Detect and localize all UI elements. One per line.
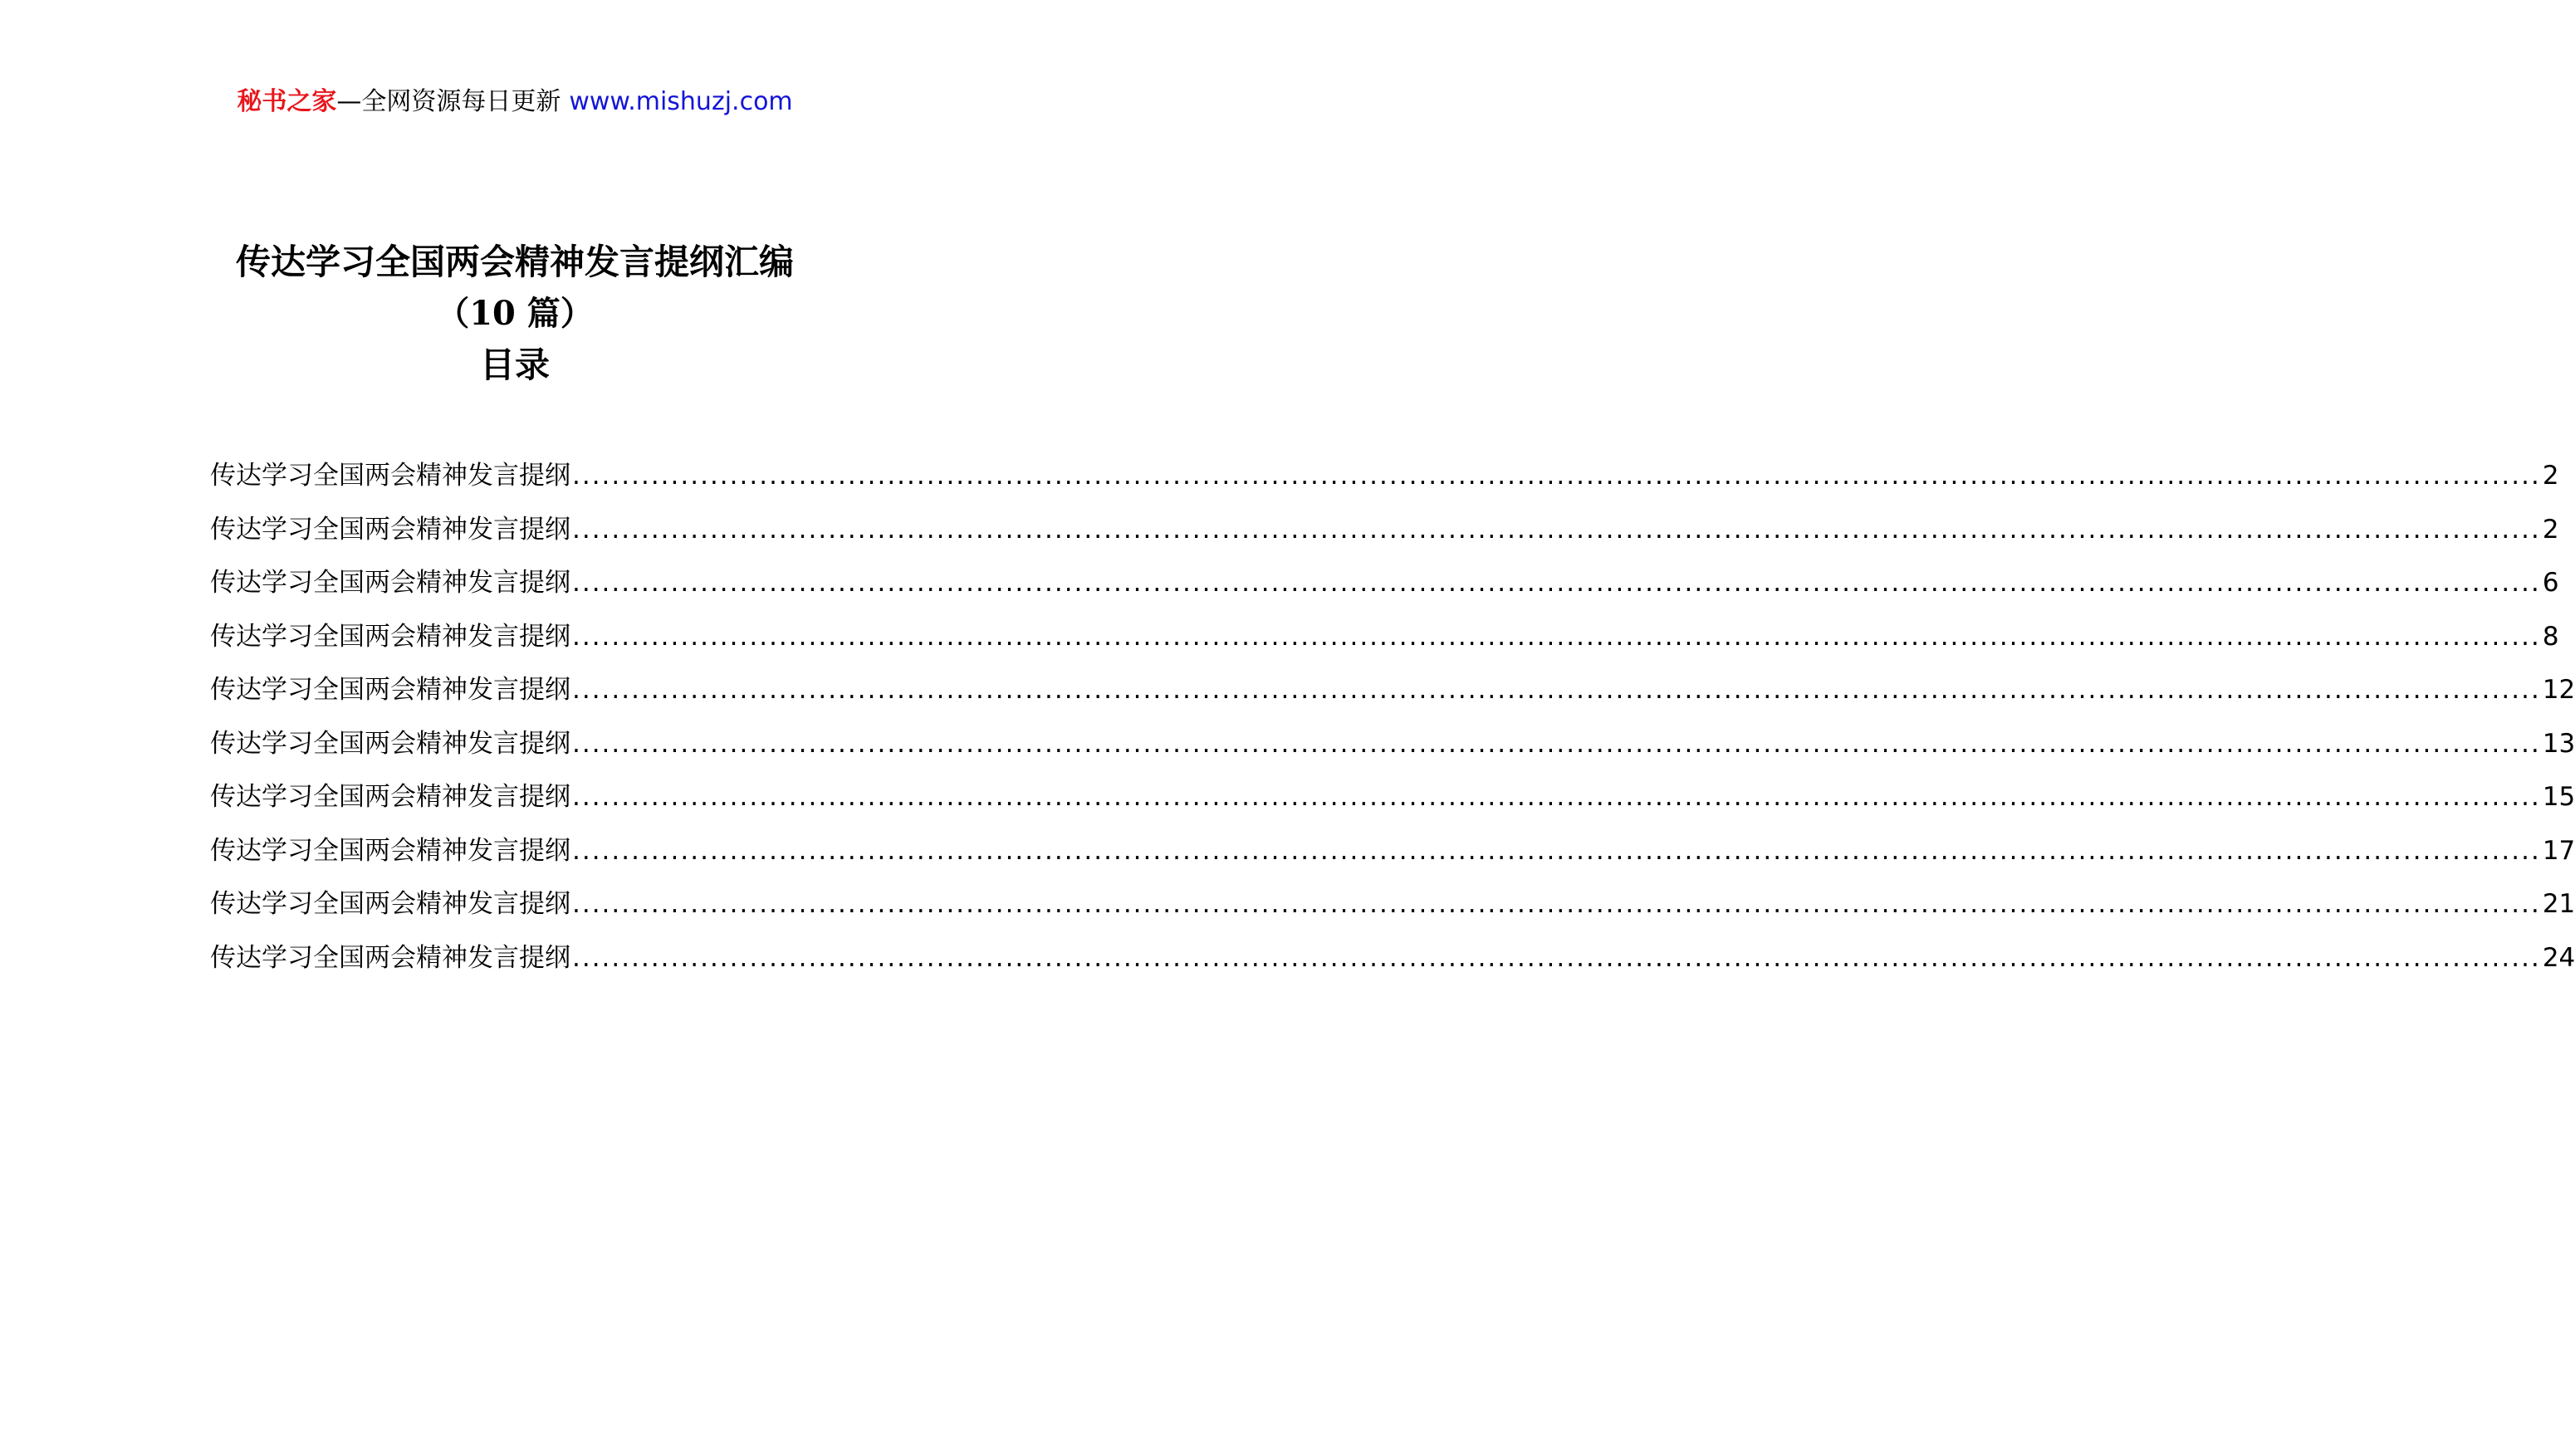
toc-entry-title: 传达学习全国两会精神发言提纲 — [210, 942, 570, 973]
toc-entry[interactable] — [210, 566, 2559, 620]
toc-entry-title: 传达学习全国两会精神发言提纲 — [210, 728, 570, 759]
document-subtitle: （10 篇） — [436, 294, 594, 333]
site-slogan: —全网资源每日更新 — [336, 87, 561, 116]
toc-dot-leader: ........................................................................................................................................................................................................ — [572, 514, 2541, 545]
table-of-contents — [210, 459, 2575, 994]
toc-dot-leader: ........................................................................................................................................................................................................ — [572, 782, 2541, 812]
toc-entry[interactable] — [210, 941, 2575, 995]
site-header — [0, 83, 1030, 121]
site-url-link[interactable]: www.mishuzj.com — [569, 87, 793, 116]
toc-entry[interactable] — [210, 727, 2575, 781]
toc-dot-leader: ........................................................................................................................................................................................................ — [572, 942, 2541, 973]
toc-entry[interactable] — [210, 780, 2575, 834]
toc-dot-leader: ........................................................................................................................................................................................................ — [572, 728, 2541, 759]
toc-entry[interactable] — [210, 459, 2559, 513]
toc-entry-page-number: 6 — [2542, 568, 2559, 598]
toc-entry[interactable] — [210, 620, 2559, 674]
toc-heading: 目录 — [479, 344, 550, 385]
site-brand: 秘书之家 — [237, 87, 337, 116]
toc-entry-title: 传达学习全国两会精神发言提纲 — [210, 835, 570, 866]
toc-entry-page-number: 2 — [2542, 514, 2559, 545]
toc-entry-page-number: 13 — [2542, 728, 2575, 759]
toc-dot-leader: ........................................................................................................................................................................................................ — [572, 675, 2541, 705]
toc-dot-leader: ........................................................................................................................................................................................................ — [572, 461, 2541, 491]
toc-entry-page-number: 2 — [2542, 461, 2559, 491]
toc-entry-page-number: 8 — [2542, 621, 2559, 652]
toc-entry[interactable] — [210, 834, 2575, 888]
toc-dot-leader: ........................................................................................................................................................................................................ — [572, 568, 2541, 598]
toc-entry-title: 传达学习全国两会精神发言提纲 — [210, 461, 570, 491]
toc-entry-title: 传达学习全国两会精神发言提纲 — [210, 782, 570, 812]
toc-entry-title: 传达学习全国两会精神发言提纲 — [210, 675, 570, 705]
toc-entry-page-number: 24 — [2542, 942, 2575, 973]
title-block — [0, 237, 1030, 391]
toc-entry-page-number: 17 — [2542, 835, 2575, 866]
toc-entry-page-number: 12 — [2542, 675, 2575, 705]
toc-dot-leader: ........................................................................................................................................................................................................ — [572, 621, 2541, 652]
document-title: 传达学习全国两会精神发言提纲汇编 — [235, 242, 794, 282]
toc-entry-title: 传达学习全国两会精神发言提纲 — [210, 514, 570, 545]
toc-entry[interactable] — [210, 887, 2575, 941]
toc-entry-title: 传达学习全国两会精神发言提纲 — [210, 621, 570, 652]
toc-entry[interactable] — [210, 673, 2575, 727]
toc-entry-title: 传达学习全国两会精神发言提纲 — [210, 889, 570, 919]
toc-entry-title: 传达学习全国两会精神发言提纲 — [210, 568, 570, 598]
toc-entry[interactable] — [210, 513, 2559, 567]
toc-entry-page-number: 15 — [2542, 782, 2575, 812]
toc-dot-leader: ........................................................................................................................................................................................................ — [572, 889, 2541, 919]
toc-entry-page-number: 21 — [2542, 889, 2575, 919]
toc-dot-leader: ........................................................................................................................................................................................................ — [572, 835, 2541, 866]
